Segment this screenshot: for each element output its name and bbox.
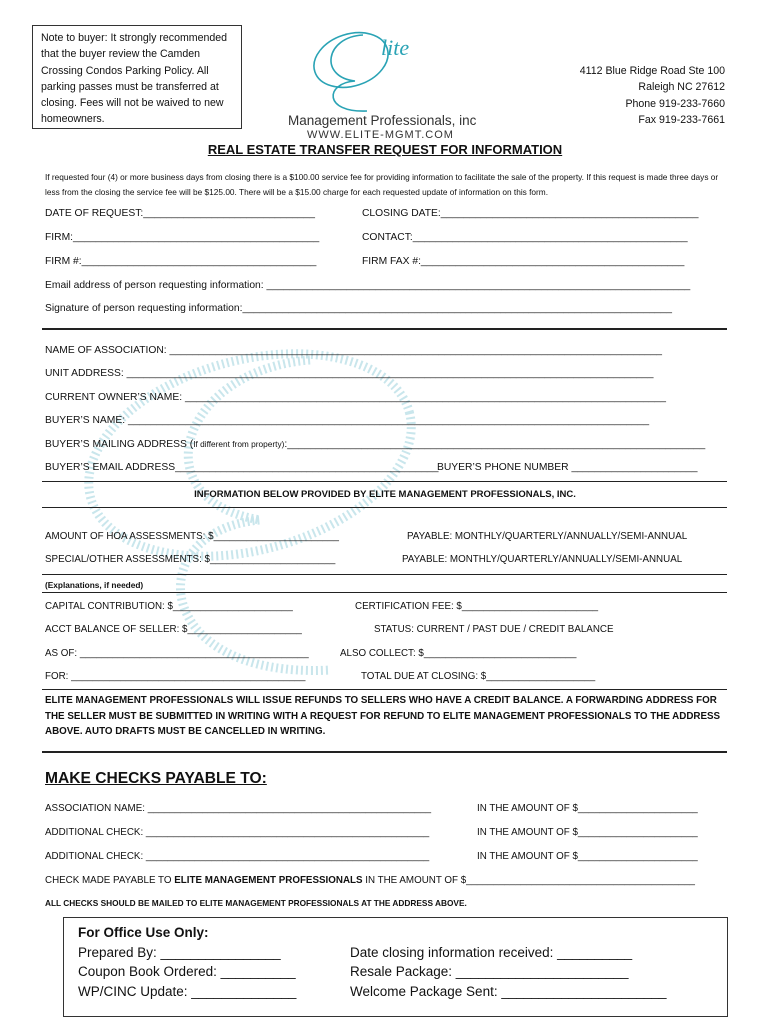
note-to-buyer: Note to buyer: It strongly recommended that the buyer review the Camden Crossing Condos Parking Policy. All parking passes must be transferred at closing. Fees will not be waived to new homeowners. <box>32 25 242 129</box>
firm-field[interactable]: FIRM:___________________________________________ <box>45 232 320 243</box>
info-section-header: INFORMATION BELOW PROVIDED BY ELITE MANAGEMENT PROFESSIONALS, INC. <box>194 489 576 500</box>
unit-address-field[interactable]: UNIT ADDRESS: ____________________________________________________________________________________________ <box>45 368 654 379</box>
fax-line: Fax 919-233-7661 <box>638 113 725 126</box>
special-payable-options: PAYABLE: MONTHLY/QUARTERLY/ANNUALLY/SEMI-ANNUAL <box>402 554 683 565</box>
closing-date-field[interactable]: CLOSING DATE:_____________________________________________ <box>362 208 699 219</box>
company-address <box>580 63 725 128</box>
address-line: Raleigh NC 27612 <box>638 81 725 94</box>
as-of-field[interactable]: AS OF: __________________________________________ <box>45 648 309 659</box>
hoa-assessment-field[interactable]: AMOUNT OF HOA ASSESSMENTS: $_______________________ <box>45 531 339 542</box>
section-divider <box>42 689 727 690</box>
make-checks-heading: MAKE CHECKS PAYABLE TO: <box>45 770 267 787</box>
wp-cinc-field[interactable]: WP/CINC Update: ______________ <box>78 984 297 999</box>
payable-company: ELITE MANAGEMENT PROFESSIONALS <box>174 875 363 886</box>
payable-amount-line: IN THE AMOUNT OF $__________________________________________ <box>362 875 695 886</box>
additional-check-field[interactable]: ADDITIONAL CHECK: ____________________________________________________ <box>45 851 430 862</box>
address-line: 4112 Blue Ridge Road Ste 100 <box>579 65 725 77</box>
association-check-field[interactable]: ASSOCIATION NAME: ____________________________________________________ <box>45 803 432 814</box>
additional-amount-field[interactable]: IN THE AMOUNT OF $______________________ <box>477 827 698 838</box>
section-divider <box>42 592 727 593</box>
firm-fax-field[interactable]: FIRM FAX #:______________________________________________ <box>362 256 685 267</box>
for-field[interactable]: FOR: ___________________________________________ <box>45 671 306 682</box>
association-name-field[interactable]: NAME OF ASSOCIATION: ______________________________________________________________________________________ <box>45 345 663 356</box>
office-use-box <box>63 917 728 1017</box>
section-divider <box>42 481 727 482</box>
section-divider <box>42 574 727 575</box>
explanations-label: (Explanations, if needed) <box>45 580 144 590</box>
capital-contribution-field[interactable]: CAPITAL CONTRIBUTION: $______________________ <box>45 601 293 612</box>
mailing-instruction: ALL CHECKS SHOULD BE MAILED TO ELITE MANAGEMENT PROFESSIONALS AT THE ADDRESS ABOVE. <box>45 898 467 908</box>
contact-field[interactable]: CONTACT:________________________________________________ <box>362 232 688 243</box>
section-divider <box>42 328 727 330</box>
logo-name: Management Professionals, inc <box>288 113 477 128</box>
hoa-payable-options: PAYABLE: MONTHLY/QUARTERLY/ANNUALLY/SEMI-ANNUAL <box>407 531 688 542</box>
mailing-note: If different from property) <box>193 439 285 449</box>
buyer-email-field[interactable]: BUYER’S EMAIL ADDRESS______________________________________________ <box>45 462 439 473</box>
company-logo <box>285 17 490 139</box>
refund-notice: ELITE MANAGEMENT PROFESSIONALS WILL ISSUE REFUNDS TO SELLERS WHO HAVE A CREDIT BALANCE. A FORWARDING ADDRESS FOR THE SELLER MUST BE SUBMITTED IN WRITING WITH A REQUEST FOR REFUND TO ELITE MANAGEMENT PROFESSIONALS TO THE ADDRESS ABOVE. AUTO DRAFTS MUST BE CANCELLED IN WRITING. <box>45 695 721 738</box>
requester-signature-field[interactable]: Signature of person requesting information:___________________________________________________________________________ <box>45 303 672 314</box>
watermark-logo <box>60 300 510 700</box>
phone-line: Phone 919-233-7660 <box>625 97 725 110</box>
section-divider <box>42 751 727 753</box>
total-due-field[interactable]: TOTAL DUE AT CLOSING: $____________________ <box>361 671 596 682</box>
acct-balance-field[interactable]: ACCT BALANCE OF SELLER: $_____________________ <box>45 624 302 635</box>
also-collect-field[interactable]: ALSO COLLECT: $____________________________ <box>340 648 577 659</box>
payable-label: CHECK MADE PAYABLE TO <box>45 875 175 886</box>
special-assessment-field[interactable]: SPECIAL/OTHER ASSESSMENTS: $_______________________ <box>45 554 336 565</box>
resale-package-field[interactable]: Resale Package: _______________________ <box>350 964 629 979</box>
elite-check-field[interactable] <box>45 875 695 886</box>
additional-check-field[interactable]: ADDITIONAL CHECK: ____________________________________________________ <box>45 827 430 838</box>
logo-website: WWW.ELITE-MGMT.COM <box>307 129 454 139</box>
status-options: STATUS: CURRENT / PAST DUE / CREDIT BALANCE <box>374 624 614 635</box>
fee-notice: If requested four (4) or more business days from closing there is a $100.00 service fee for providing information to facilitate the sale of the property. If this request is made three days or less from the closing the service fee will be $125.00. There will be a $15.00 charge for each requested update of information on this form. <box>45 172 719 197</box>
additional-amount-field[interactable]: IN THE AMOUNT OF $______________________ <box>477 851 698 862</box>
certification-fee-field[interactable]: CERTIFICATION FEE: $_________________________ <box>355 601 599 612</box>
office-use-title: For Office Use Only: <box>78 925 209 940</box>
buyer-mailing-address-field[interactable] <box>45 439 705 450</box>
section-divider <box>42 507 727 508</box>
welcome-package-field[interactable]: Welcome Package Sent: ______________________ <box>350 984 667 999</box>
current-owner-field[interactable]: CURRENT OWNER’S NAME: ____________________________________________________________________________________ <box>45 392 667 403</box>
buyer-phone-field[interactable]: BUYER’S PHONE NUMBER ______________________ <box>437 462 698 473</box>
requester-email-field[interactable]: Email address of person requesting information: __________________________________________________________________________ <box>45 280 691 291</box>
prepared-by-field[interactable]: Prepared By: ________________ <box>78 945 281 960</box>
coupon-book-field[interactable]: Coupon Book Ordered: __________ <box>78 964 296 979</box>
association-amount-field[interactable]: IN THE AMOUNT OF $______________________ <box>477 803 698 814</box>
logo-word: lite <box>381 35 410 60</box>
closing-info-received-field[interactable]: Date closing information received: __________ <box>350 945 633 960</box>
buyer-name-field[interactable]: BUYER’S NAME: ___________________________________________________________________________________________ <box>45 415 650 426</box>
form-title: REAL ESTATE TRANSFER REQUEST FOR INFORMATION <box>207 142 563 157</box>
date-of-request-field[interactable]: DATE OF REQUEST:______________________________ <box>45 208 316 219</box>
mailing-label: BUYER’S MAILING ADDRESS ( <box>45 439 194 450</box>
firm-number-field[interactable]: FIRM #:_________________________________________ <box>45 256 317 267</box>
mailing-line: :_________________________________________________________________________ <box>284 439 706 450</box>
